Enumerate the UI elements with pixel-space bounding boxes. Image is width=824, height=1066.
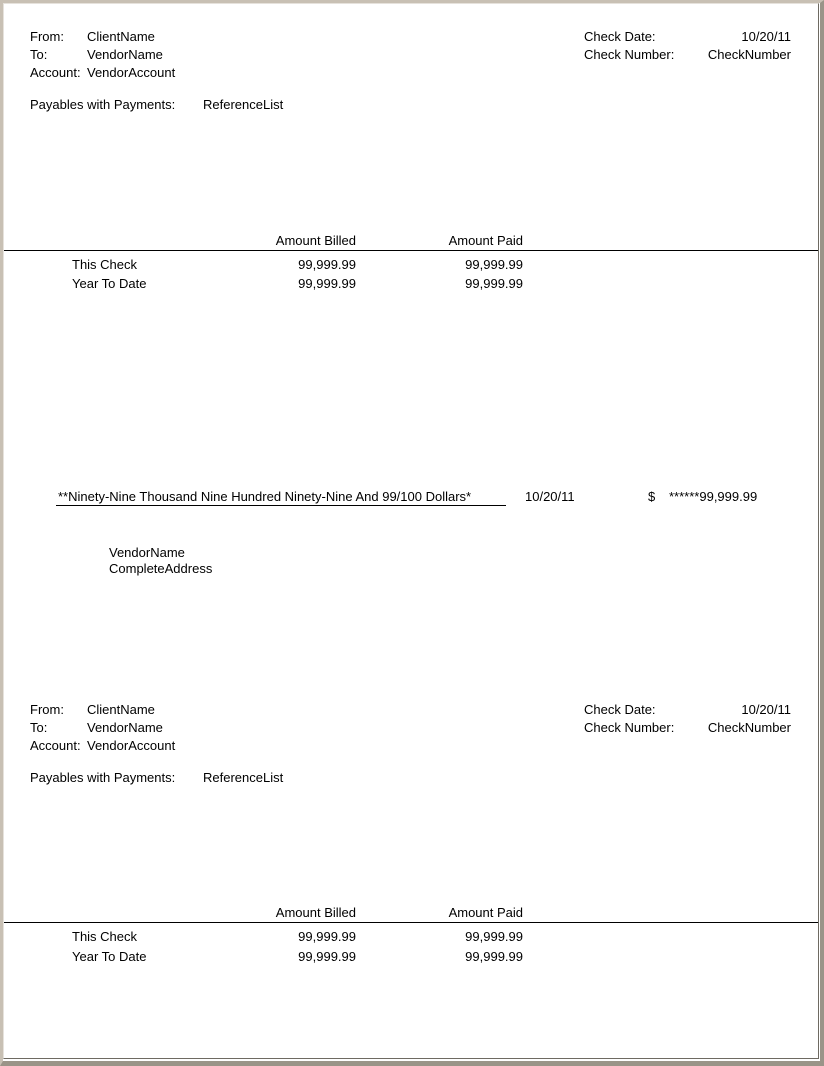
divider-line: [4, 250, 818, 251]
account-label: Account:: [30, 738, 81, 753]
row-label-year-to-date: Year To Date: [72, 276, 147, 291]
payables-label: Payables with Payments:: [30, 97, 176, 112]
row-billed-this-check: 99,999.99: [298, 257, 356, 272]
row-label-year-to-date: Year To Date: [72, 949, 147, 964]
payee-name: VendorName: [109, 545, 185, 560]
check-number-label: Check Number:: [584, 720, 675, 735]
divider-line: [4, 922, 818, 923]
bottom-stub: [0, 673, 824, 1003]
amount-in-words: **Ninety-Nine Thousand Nine Hundred Ninety-Nine And 99/100 Dollars*: [58, 489, 472, 504]
payables-value: ReferenceList: [203, 97, 284, 112]
column-header-amount-paid: Amount Paid: [448, 233, 523, 248]
row-billed-this-check: 99,999.99: [298, 929, 356, 944]
from-label: From:: [30, 29, 64, 44]
to-label: To:: [30, 720, 48, 735]
row-label-this-check: This Check: [72, 257, 138, 272]
check-date-value: 10/20/11: [741, 29, 791, 44]
check-number-value: CheckNumber: [707, 720, 791, 735]
row-paid-year-to-date: 99,999.99: [465, 949, 523, 964]
row-paid-year-to-date: 99,999.99: [465, 276, 523, 291]
to-label: To:: [30, 47, 48, 62]
check-number-value: CheckNumber: [707, 47, 791, 62]
currency-symbol: $: [648, 489, 656, 504]
check-number-label: Check Number:: [584, 47, 675, 62]
row-billed-year-to-date: 99,999.99: [298, 276, 356, 291]
from-value: ClientName: [87, 702, 155, 717]
row-paid-this-check: 99,999.99: [465, 257, 523, 272]
payee-address: CompleteAddress: [109, 561, 213, 576]
amount-words-underline: [56, 505, 506, 506]
top-stub: [0, 0, 824, 330]
column-header-amount-paid: Amount Paid: [448, 905, 523, 920]
payables-value: ReferenceList: [203, 770, 284, 785]
check-date: 10/20/11: [525, 489, 575, 504]
row-billed-year-to-date: 99,999.99: [298, 949, 356, 964]
account-value: VendorAccount: [87, 738, 176, 753]
check-date-label: Check Date:: [584, 29, 656, 44]
to-value: VendorName: [87, 720, 163, 735]
to-value: VendorName: [87, 47, 163, 62]
column-header-amount-billed: Amount Billed: [275, 233, 356, 248]
row-label-this-check: This Check: [72, 929, 138, 944]
column-header-amount-billed: Amount Billed: [275, 905, 356, 920]
check-date-value: 10/20/11: [741, 702, 791, 717]
check-amount: ******99,999.99: [669, 489, 758, 504]
account-value: VendorAccount: [87, 65, 176, 80]
check-date-label: Check Date:: [584, 702, 656, 717]
row-paid-this-check: 99,999.99: [465, 929, 523, 944]
payables-label: Payables with Payments:: [30, 770, 176, 785]
from-label: From:: [30, 702, 64, 717]
from-value: ClientName: [87, 29, 155, 44]
account-label: Account:: [30, 65, 81, 80]
